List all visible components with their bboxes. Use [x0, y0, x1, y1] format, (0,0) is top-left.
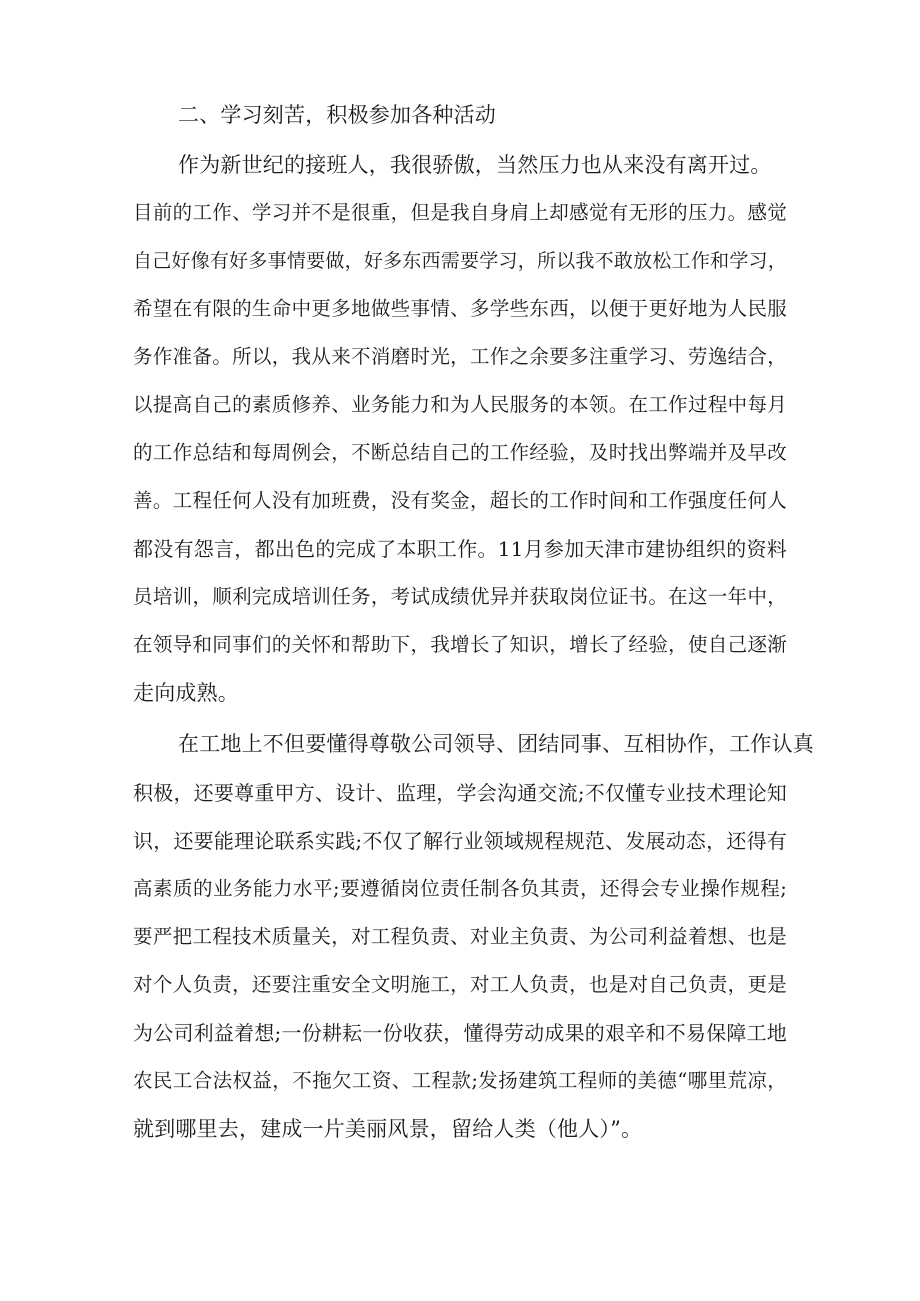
paragraph-line: 务作准备。所以，我从来不消磨时光，工作之余要多注重学习、劳逸结合， — [133, 345, 787, 368]
paragraph-line: 作为新世纪的接班人，我很骄傲，当然压力也从来没有离开过。 — [178, 153, 772, 177]
paragraph-line: 都没有怨言，都出色的完成了本职工作。11月参加天津市建协组织的资料 — [133, 537, 787, 561]
paragraph-line: 识，还要能理论联系实践;不仅了解行业领域规程规范、发展动态，还得有 — [133, 829, 787, 853]
paragraph-line: 为公司利益着想;一份耕耘一份收获，懂得劳动成果的艰辛和不易保障工地 — [133, 1021, 787, 1045]
paragraph-line: 目前的工作、学习并不是很重，但是我自身肩上却感觉有无形的压力。感觉 — [133, 201, 787, 224]
paragraph-line: 对个人负责，还要注重安全文明施工，对工人负责，也是对自己负责，更是 — [133, 973, 787, 996]
paragraph-line: 善。工程任何人没有加班费，没有奖金，超长的工作时间和工作强度任何人 — [133, 489, 787, 512]
paragraph-line: 员培训，顺利完成培训任务，考试成绩优异并获取岗位证书。在这一年中， — [133, 585, 787, 608]
paragraph-line: 在领导和同事们的关怀和帮助下，我增长了知识，增长了经验，使自己逐渐 — [133, 633, 787, 656]
paragraph-line: 积极，还要尊重甲方、设计、监理，学会沟通交流;不仅懂专业技术理论知 — [133, 781, 787, 805]
paragraph-line: 就到哪里去，建成一片美丽风景，留给人类（他人）”。 — [133, 1117, 643, 1141]
paragraph-line: 走向成熟。 — [133, 681, 239, 705]
paragraph-line: 自己好像有好多事情要做，好多东西需要学习，所以我不敢放松工作和学习， — [133, 250, 787, 272]
paragraph-line: 希望在有限的生命中更多地做些事情、多学些东西，以便于更好地为人民服 — [133, 297, 787, 320]
paragraph-line: 的工作总结和每周例会，不断总结自己的工作经验，及时找出弊端并及早改 — [133, 441, 787, 464]
paragraph-line: 以提高自己的素质修养、业务能力和为人民服务的本领。在工作过程中每月 — [133, 393, 787, 416]
section-heading: 二、学习刻苦，积极参加各种活动 — [178, 103, 496, 127]
paragraph-line: 在工地上不但要懂得尊敬公司领导、团结同事、互相协作，工作认真 — [178, 732, 814, 756]
paragraph-line: 高素质的业务能力水平;要遵循岗位责任制各负其责，还得会专业操作规程; — [133, 877, 787, 900]
paragraph-line: 农民工合法权益，不拖欠工资、工程款;发扬建筑工程师的美德“哪里荒凉， — [133, 1069, 787, 1092]
paragraph-line: 要严把工程技术质量关，对工程负责、对业主负责、为公司利益着想、也是 — [133, 925, 787, 948]
